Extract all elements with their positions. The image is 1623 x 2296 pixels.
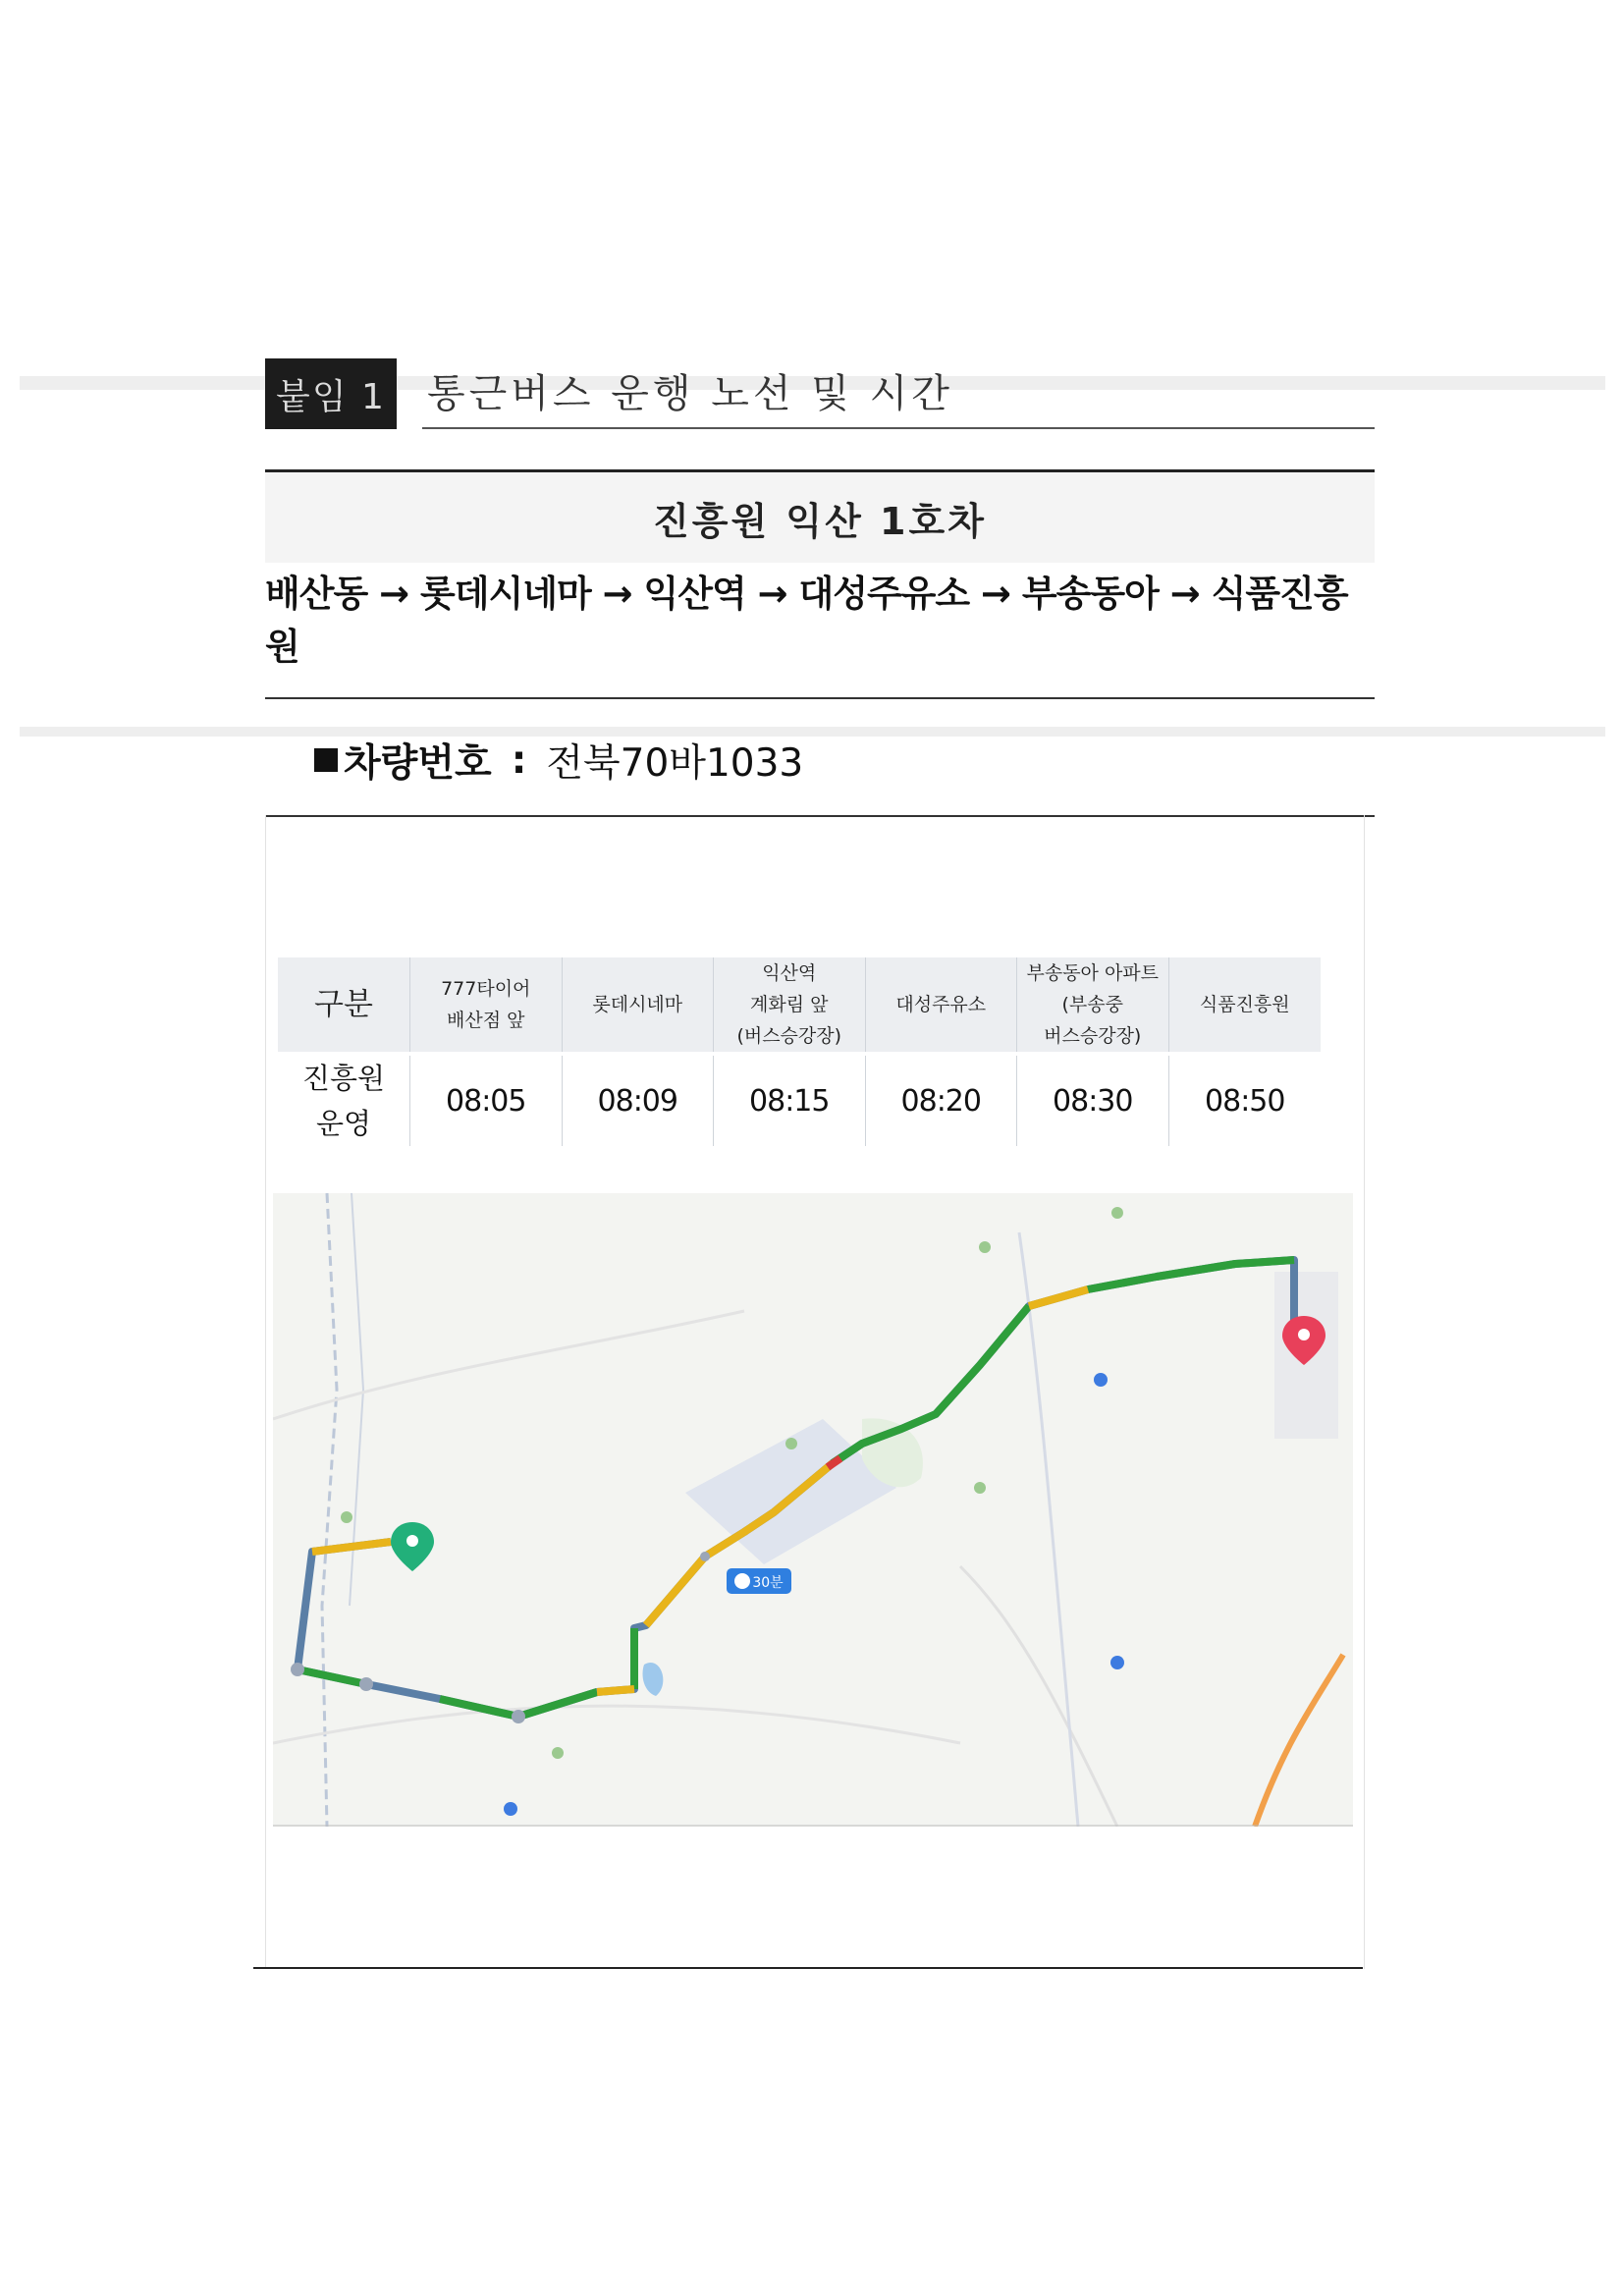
- table-header-cell: 대성주유소: [866, 957, 1018, 1052]
- transit-marker: [504, 1802, 517, 1816]
- table-header-cell: 식품진흥원: [1199, 994, 1290, 1015]
- attachment-header: [265, 358, 1375, 429]
- time-cell: 08:50: [1205, 1083, 1285, 1119]
- poi-marker: [979, 1241, 991, 1253]
- bottom-rule: [253, 1967, 1363, 1969]
- route-map-svg: [273, 1193, 1353, 1827]
- stop-dot: [359, 1677, 373, 1691]
- clock-icon: [734, 1573, 750, 1589]
- attachment-label: 붙임 1: [265, 358, 397, 429]
- vehicle-value: 전북70바1033: [546, 741, 804, 786]
- time-cell: 08:30: [1017, 1056, 1169, 1146]
- attachment-title: 통근버스 운행 노선 및 시간: [427, 371, 953, 416]
- table-header-cell: 롯데시네마: [563, 957, 715, 1052]
- stop-dot: [512, 1710, 525, 1723]
- poi-marker: [341, 1511, 352, 1523]
- table-header-row: [278, 957, 1321, 1052]
- divider: [265, 697, 1375, 699]
- row-label: 진흥원 운영: [278, 1056, 410, 1146]
- poi-marker: [1111, 1207, 1123, 1219]
- table-header-cell: 구분: [278, 957, 410, 1052]
- time-cell: 08:05: [410, 1056, 563, 1146]
- schedule-table: [278, 957, 1321, 1146]
- poi-marker: [785, 1438, 797, 1449]
- table-row: [278, 1056, 1321, 1146]
- transit-marker: [1110, 1656, 1124, 1669]
- stop-dot: [700, 1552, 710, 1561]
- vehicle-label: 차량번호: [344, 741, 492, 786]
- header-underline: [422, 427, 1375, 429]
- route-path: 배산동 → 롯데시네마 → 익산역 → 대성주유소 → 부송동아 → 식품진흥원: [265, 573, 1348, 668]
- divider: [265, 815, 1375, 817]
- square-bullet-icon: [314, 748, 338, 772]
- route-map: [273, 1193, 1353, 1827]
- vehicle-colon: :: [511, 738, 527, 783]
- transit-marker: [1094, 1373, 1108, 1387]
- end-marker-dot: [1298, 1329, 1310, 1340]
- stop-dot: [291, 1663, 304, 1676]
- time-badge-label: 30분: [752, 1575, 784, 1591]
- time-cell: 08:15: [714, 1056, 866, 1146]
- time-cell: 08:20: [866, 1056, 1018, 1146]
- poi-marker: [974, 1482, 986, 1494]
- poi-marker: [552, 1747, 564, 1759]
- frame-left-edge: [265, 815, 266, 1969]
- route-name: 진흥원 익산 1호차: [265, 469, 1375, 563]
- start-marker-dot: [406, 1535, 418, 1547]
- vehicle-number: [314, 733, 803, 788]
- time-cell: 08:09: [563, 1056, 715, 1146]
- table-header-cell: 익산역 계화림 앞 (버스승강장): [714, 957, 866, 1052]
- table-header-cell: 부송동아 아파트 (부송중 버스승강장): [1017, 957, 1169, 1052]
- frame-right-edge: [1364, 815, 1365, 1969]
- scan-artifact-middle: [20, 727, 1605, 737]
- table-header-cell: 777타이어 배산점 앞: [410, 957, 563, 1052]
